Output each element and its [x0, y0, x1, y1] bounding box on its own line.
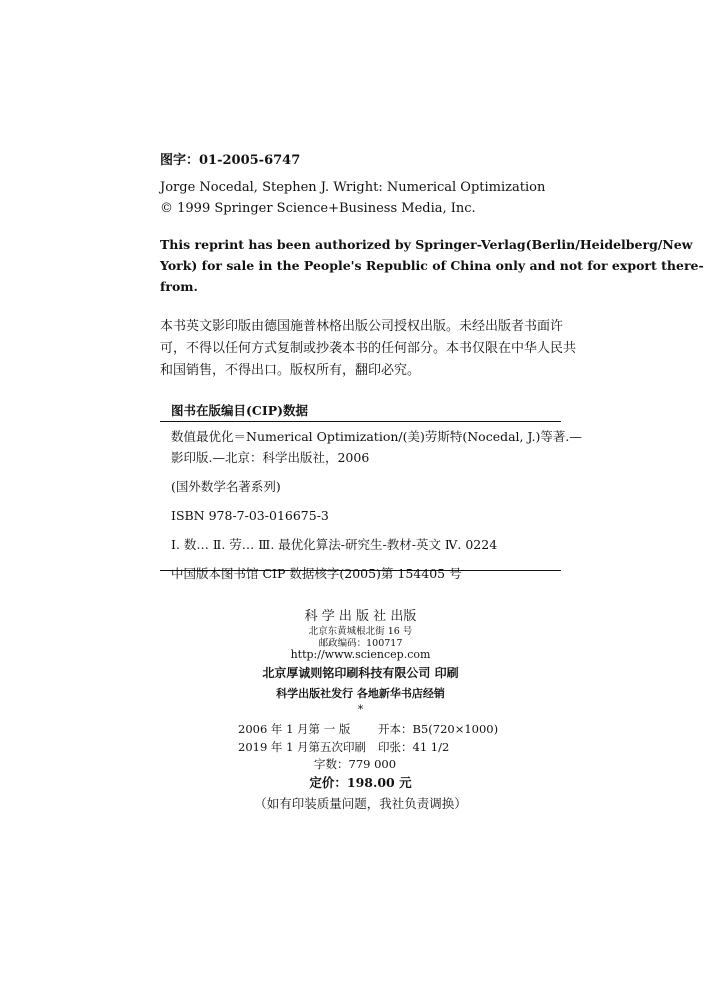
cip-line: ISBN 978-7-03-016675-3: [171, 508, 329, 523]
reprint-notice-line: from.: [160, 279, 198, 294]
chinese-notice: [160, 316, 576, 382]
format-line: 开本：B5(720×1000): [378, 722, 499, 736]
distribution-line: 科学出版社发行 各地新华书店经销: [276, 687, 445, 700]
cip-line: 影印版.—北京：科学出版社，2006: [171, 450, 370, 465]
reprint-notice: [160, 234, 704, 297]
chinese-notice-line: 可，不得以任何方式复制或抄袭本书的任何部分。本书仅限在中华人民共: [160, 341, 577, 356]
word-count: 字数：779 000: [314, 757, 397, 771]
chinese-notice-line: 和国销售，不得出口。版权所有，翻印必究。: [160, 363, 421, 378]
cip-top-rule: [160, 421, 561, 422]
separator-star: *: [357, 703, 364, 716]
cip-title: 图书在版编目(CIP)数据: [171, 403, 309, 418]
copyright-line: © 1999 Springer Science+Business Media, Inc.: [160, 201, 476, 216]
cip-block: [171, 426, 582, 584]
reprint-notice-line: York) for sale in the People's Republic of China only and not for export there-: [160, 258, 704, 273]
registration-number: 图字：01-2005-6747: [160, 153, 301, 168]
edition-line: 2019 年 1 月第五次印刷: [238, 740, 367, 754]
chinese-notice-line: 本书英文影印版由德国施普林格出版公司授权出版。未经出版者书面许: [160, 319, 564, 334]
cip-line: 中国版本图书馆 CIP 数据核字(2005)第 154405 号: [171, 566, 462, 581]
quality-note: （如有印装质量问题，我社负责调换）: [254, 796, 467, 811]
cip-bottom-rule: [160, 570, 561, 571]
printer-line: 北京厚诚则铭印刷科技有限公司 印刷: [262, 666, 459, 680]
original-title-line: Jorge Nocedal, Stephen J. Wright: Numerical Optimization: [160, 180, 546, 195]
publisher-zip: 邮政编码：100717: [318, 638, 403, 649]
cip-line: (国外数学名著系列): [171, 479, 281, 494]
sheets-line: 印张：41 1/2: [378, 740, 450, 754]
publisher-url: http://www.sciencep.com: [290, 648, 431, 661]
edition-left: [238, 720, 366, 756]
publisher-name: 科 学 出 版 社 出版: [304, 609, 417, 624]
edition-right: [378, 720, 498, 756]
edition-line: 2006 年 1 月第 一 版: [238, 722, 351, 736]
price: 定价：198.00 元: [309, 775, 412, 790]
cip-line: 数值最优化＝Numerical Optimization/(美)劳斯特(Nocedal, J.)等著.—: [171, 429, 582, 444]
cip-line: Ⅰ. 数… Ⅱ. 劳… Ⅲ. 最优化算法-研究生-教材-英文 Ⅳ. 0224: [171, 537, 498, 552]
publisher-address: 北京东黄城根北街 16 号: [308, 626, 413, 637]
reprint-notice-line: This reprint has been authorized by Springer-Verlag(Berlin/Heidelberg/New: [160, 237, 693, 252]
